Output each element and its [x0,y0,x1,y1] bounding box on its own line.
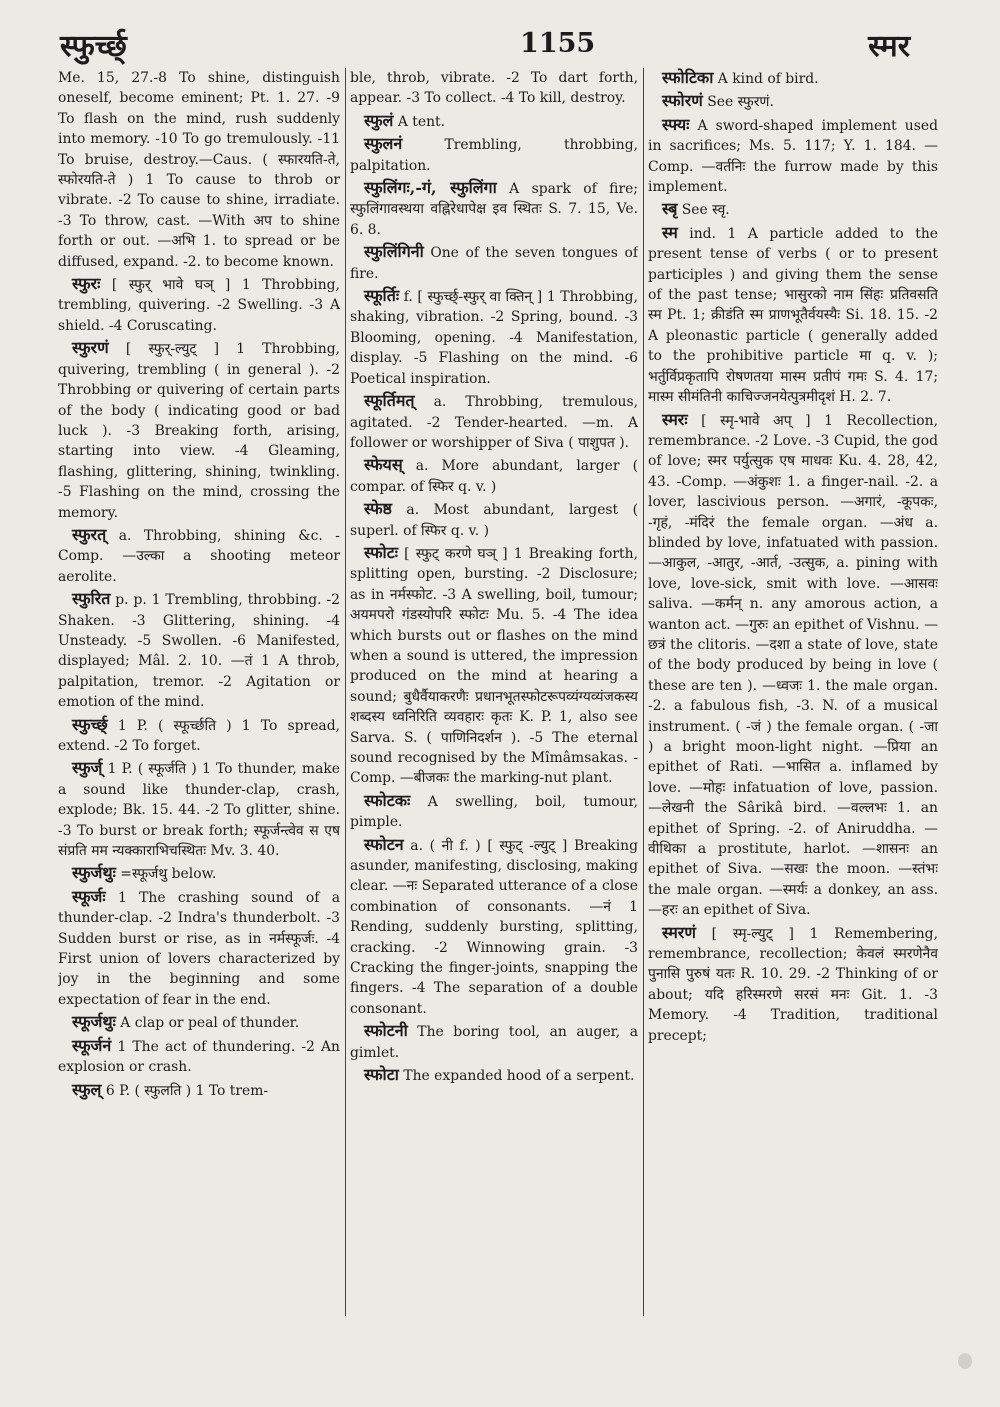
entry-definition: a. Throbbing, shining &c. -Comp. —उल्का a shooting meteor aerolite. [58,527,340,585]
dictionary-entry [58,715,340,757]
left-running-headword: स्फुर्च्छ् [60,29,127,64]
entry-headword: स्मरणं [662,922,696,942]
entry-headword: स्फेयस् [364,455,403,475]
entry-definition: ind. 1 A particle added to the present tense of verbs ( or to present participles ) and giving them the sense of the past tense; भासुरको नाम सिंहः प्रतिवसति स्म Pt. 1; क्रीडंति स्म प्राणभूतैर्वयस्यैः Si. 18. 15. -2 A pleonastic particle ( generally added to the prohibitive particle मा q. v. ); भर्तुर्विप्रकृतापि रोषणतया मास्म प्रतीपं गमः S. 4. 17; मास्म सीमंतिनी काचिज्जनयेत्पुत्रमीदृशं H. 2. 7. [648,225,938,406]
dictionary-entry [58,338,340,523]
dictionary-entry [350,455,638,497]
dictionary-entry [350,835,638,1020]
dictionary-entry [648,410,938,921]
entry-definition: Me. 15, 27.-8 To shine, distinguish oneself, become eminent; Pt. 1. 27. -9 To flash on the mind, rush suddenly into memory. -10 To go tremulously. -11 To bruise, destroy.—Caus. ( स्फारयति-ते, स्फोरयति-ते ) 1 To cause to throb or vibrate. -2 To cause to shine, irradiate. -3 To throw, cast. —With अप to shine forth or out. —अभि 1. to spread or be diffused, expand. -2. to become known. [58,70,340,270]
entry-headword: स्फुरः [72,274,101,294]
entry-headword: स्फुर्जथुः [72,863,116,883]
entry-definition: 1 The crashing sound of a thunder-clap. -2 Indra's thunderbolt. -3 Sudden burst or rise, as in नर्मस्फूर्जः. -4 First union of lovers characterized by joy in the beginning and some expectation of fear in the end. [58,889,340,1008]
entry-definition: p. p. 1 Trembling, throbbing. -2 Shaken. -3 Glittering, shining. -4 Unsteady. -5 Swollen. -6 Manifested, displayed; Mâl. 2. 10. —तं 1 A throb, palpitation, tremor. -2 Agitation or emotion of the mind. [58,592,340,711]
entry-definition: A tent. [393,113,446,130]
entry-headword: स्फुर्च्छ् [72,714,108,734]
dictionary-entry [58,589,340,712]
entry-headword: स्फ्यः [662,114,690,134]
entry-headword: स्बृ [662,199,678,219]
entry-headword: स्फुलनं [364,134,403,154]
entry-definition: a. ( नी f. ) [ स्फुट् -ल्युट् ] Breaking asunder, manifesting, disclosing, making clear. —नः Separated utterance of a close combination of consonants. —नं 1 Rending, suddenly bursting, splitting, cracking. -2 Winnowing grain. -3 Cracking the finger-joints, snapping the fingers. -4 The separation of a double consonant. [350,837,638,1017]
entry-headword: स्फूर्जथुः [72,1012,116,1032]
entry-headword: स्फोटः [364,542,399,562]
entry-headword: स्फूर्जः [72,886,106,906]
dictionary-entry [350,286,638,389]
dictionary-entry [58,274,340,336]
dictionary-entry [648,223,938,408]
page-header [60,18,910,68]
entry-headword: स्फूर्तिमत् [364,391,415,411]
column-1 [58,68,340,1318]
entry-headword: स्फुलं [364,110,394,130]
dictionary-entry [58,887,340,1010]
dictionary-entry [350,791,638,833]
dictionary-entry [350,1065,638,1086]
entry-definition: See स्वृ. [677,202,730,219]
entry-headword: स्फोटकः [364,790,411,810]
entry-headword: स्फुरत् [72,524,107,544]
entry-definition: [ स्मृ-भावे अप् ] 1 Recollection, remembrance. -2 Love. -3 Cupid, the god of love; स्मर पर्युत्सुक एष माधवः Ku. 4. 28, 42, 43. -Comp. —अंकुशः 1. a finger-nail. -2. a lover, lascivious person. —अगारं, -कूपकः, -गृहं, -मंदिरं the female organ. —अंध a. blinded by love, infatuated with passion. —आकुल, -आतुर, -आर्त, -उत्सुक, a. pining with love, love-sick, smit with love. —आसवः saliva. —कर्मन् n. any amorous action, a wanton act. —गुरुः an epithet of Vishnu. —छत्रं the clitoris. —दशा a state of love, state of the body produced by being in love ( these are ten ). —ध्वजः 1. the male organ. -2. a fabulous fish, -3. N. of a musical instrument. ( -जं ) the female organ. ( -जा ) a bright moon-light night. —प्रिया an epithet of Rati. —भासित a. inflamed by love. —मोहः infatuation of love, passion. —लेखनी the Sârikâ bird. —वल्लभः 1. an epithet of Spring. -2. of Aniruddha. —वीथिका a prostitute, harlot. —शासनः an epithet of Siva. —सखः the moon. —स्तंभः the male organ. —स्मर्यः a donkey, an ass. —हरः an epithet of Siva. [648,412,938,919]
column-3 [648,68,938,1318]
dictionary-entry [58,1012,340,1033]
page-number: 1155 [520,28,596,59]
entry-headword: स्फुल् [72,1079,102,1099]
entry-headword: स्फेष्ठ [364,499,392,519]
entry-definition: [ स्फुर् भावे घञ् ] 1 Throbbing, trembling, quivering. -2 Swelling. -3 A shield. -4 Coruscating. [58,277,340,334]
entry-definition: The boring tool, an auger, a gimlet. [350,1024,638,1061]
entry-definition: One of the seven tongues of fire. [350,245,638,282]
dictionary-entry [58,758,340,861]
entry-definition: A clap or peal of thunder. [115,1015,300,1032]
dictionary-entry [648,68,938,89]
column-rule [345,68,346,1316]
entry-definition: A kind of bird. [713,71,819,87]
entry-headword: स्फुलिंगिनी [364,242,424,262]
entry-definition: 1 P. ( स्फूर्च्छति ) 1 To spread, extend. -2 To forget. [58,717,340,754]
entry-definition: [ स्फुट् करणे घञ् ] 1 Breaking forth, splitting open, bursting. -2 Disclosure; as in नर्मस्फोट. -3 A swelling, boil, tumour; अयमपरो गंडस्योपरि स्फोटः Mu. 5. -4 The idea which bursts out or flashes on the mind when a sound is uttered, the impression produced on the mind at hearing a sound; बुधैर्वैयाकरणैः प्रधानभूतस्फोटरूपव्यंग्यव्यंजकस्य शब्दस्य ध्वनिरिति व्यवहारः कृतः K. P. 1, also see Sarva. S. ( पाणिनिदर्शन ). -5 The eternal sound recognised by the Mîmâmsakas. -Comp. —बीजकः the marking-nut plant. [350,545,638,787]
entry-definition: [ स्मृ-ल्युट् ] 1 Remembering, remembrance, recollection; केवलं स्मरणेनैव पुनासि पुरुषं यतः R. 10. 29. -2 Thinking of or about; यदि हरिस्मरणे सरसं मनः Git. 1. -3 Memory. -4 Tradition, traditional precept; [648,925,938,1044]
dictionary-entry [58,1036,340,1078]
column-rule [643,68,644,1316]
right-running-headword: स्मर [868,29,910,64]
dictionary-entry [648,923,938,1046]
dictionary-entry [648,199,938,220]
dictionary-entry [350,543,638,789]
entry-definition: f. [ स्फुर्च्छ्-स्फुर् वा क्तिन् ] 1 Throbbing, shaking, vibration. -2 Spring, bound. -3 Blooming, opening. -4 Manifestation, display. -5 Flashing on the mind. -6 Poetical inspiration. [350,289,638,387]
text-columns [58,68,938,1328]
entry-headword: स्फुलिंगः,-गं, स्फुलिंगा [364,178,497,198]
entry-definition: A swelling, boil, tumour, pimple. [350,793,638,831]
entry-headword: स्फोटनी [364,1021,408,1041]
dictionary-entry [350,134,638,176]
column-2 [350,68,638,1318]
entry-continuation [58,68,340,272]
dictionary-entry [350,242,638,284]
dictionary-entry [350,178,638,240]
entry-continuation [350,68,638,109]
entry-definition: [ स्फुर्-ल्युट् ] 1 Throbbing, quivering, trembling ( in general ). -2 Throbbing or quivering of certain parts of the body ( indicating good or bad luck ). -3 Breaking forth, arising, starting into view. -4 Gleaming, flashing, glittering, shining, twinkling. -5 Flashing on the mind, crossing the memory. [58,341,340,521]
dictionary-entry [350,111,638,132]
entry-definition: 1 The act of thundering. -2 An explosion or crash. [58,1038,340,1076]
entry-definition: The expanded hood of a serpent. [398,1068,635,1085]
entry-definition: Trembling, throbbing, palpitation. [350,137,638,174]
entry-headword: स्फूर्जनं [72,1035,112,1055]
entry-definition: 1 P. ( स्फूर्जति ) 1 To thunder, make a sound like thunder-clap, crash, explode; Bk. 15. 44. -2 To glitter, shine. -3 To burst or break forth; स्फूर्जन्त्वेव स एष संप्रति मम न्यक्काराभिचस्थितः Mv. 3. 40. [58,761,340,860]
entry-definition: a. Throbbing, tremulous, agitated. -2 Tender-hearted. —m. A follower or worshipper of Siva ( पाशुपत ). [350,394,638,451]
entry-definition: A spark of fire; स्फुलिंगावस्थया वह्निरेधापेक्ष इव स्थितः S. 7. 15, Ve. 6. 8. [350,181,638,238]
entry-headword: स्फोरणं [662,91,703,111]
entry-headword: स्फूर्तिः [364,286,400,306]
entry-definition: 6 P. ( स्फुलति ) 1 To trem- [101,1082,269,1099]
entry-definition: ble, throb, vibrate. -2 To dart forth, appear. -3 To collect. -4 To kill, destroy. [350,70,638,107]
entry-headword: स्फोटिका [662,68,714,87]
entry-headword: स्म [662,222,678,242]
dictionary-entry [58,525,340,587]
dictionary-entry [648,91,938,112]
entry-definition: =स्फूर्जथु below. [115,866,217,883]
entry-headword: स्फुरणं [72,338,109,358]
dictionary-entry [648,115,938,198]
dictionary-entry [350,1021,638,1063]
entry-definition: a. Most abundant, largest ( superl. of स्फिर q. v. ) [350,502,638,539]
entry-headword: स्फोटा [364,1065,399,1085]
entry-definition: a. More abundant, larger ( compar. of स्फिर q. v. ) [350,458,638,495]
entry-headword: स्फुरित [72,589,111,609]
dictionary-entry [350,499,638,541]
entry-headword: स्फुर्ज् [72,758,103,778]
dictionary-entry [58,1080,340,1101]
dictionary-entry [58,863,340,884]
entry-headword: स्फोटन [364,834,404,854]
paper-stain [958,1353,972,1369]
entry-definition: See स्फुरणं. [702,94,774,111]
entry-definition: A sword-shaped implement used in sacrifices; Ms. 5. 117; Y. 1. 184. —Comp. —वर्तनिः the furrow made by this implement. [648,117,938,196]
dictionary-entry [350,391,638,453]
entry-headword: स्मरः [662,409,688,429]
